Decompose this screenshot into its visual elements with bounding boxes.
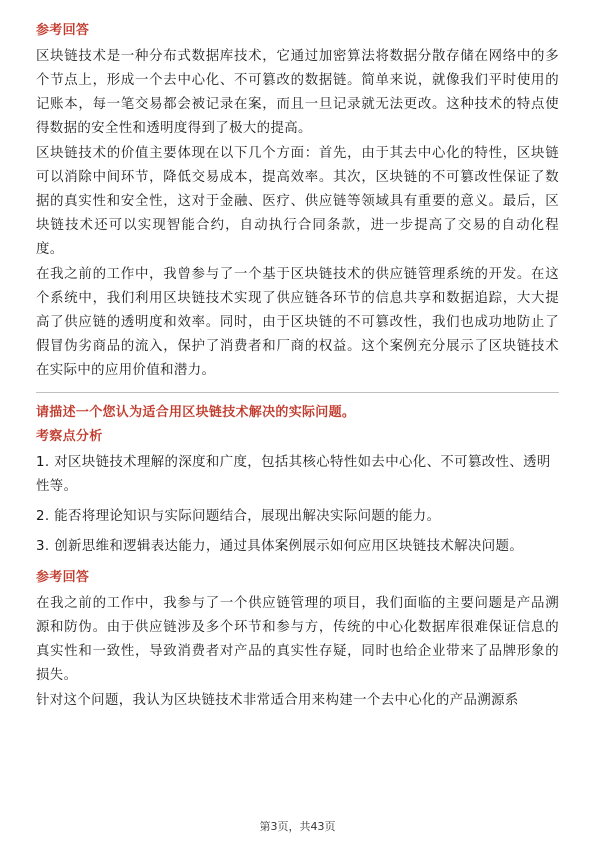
answer-heading: 参考回答 [36,23,90,38]
answer-paragraph: 针对这个问题，我认为区块链技术非常适合用来构建一个去中心化的产品溯源系 [36,693,519,708]
page-number: 第3页，共43页 [259,820,336,833]
analysis-item: 2. 能否将理论知识与实际问题结合，展现出解决实际问题的能力。 [36,509,441,524]
analysis-item: 3. 创新思维和逻辑表达能力，通过具体案例展示如何应用区块链技术解决问题。 [36,539,524,554]
answer-heading: 参考回答 [36,570,90,585]
section-divider [36,392,559,393]
analysis-heading: 考察点分析 [36,429,103,444]
answer-paragraph: 区块链技术是一种分布式数据库技术，它通过加密算法将数据分散存储在网络中的多个节点上，形成一个去中心化、不可篡改的数据链。简单来说，就像我们平时使用的记账本，每一笔交易都会被记录在案，而且一旦记录就无法更改。这种技术的特点使得数据的安全性和透明度得到了极大的提高。 [36,49,559,136]
question-title: 请描述一个您认为适合用区块链技术解决的实际问题。 [36,405,356,420]
answer-paragraph: 区块链技术的价值主要体现在以下几个方面：首先，由于其去中心化的特性，区块链可以消除中间环节，降低交易成本，提高效率。其次，区块链的不可篡改性保证了数据的真实性和安全性，这对于金融、医疗、供应链等领域具有重要的意义。最后，区块链技术还可以实现智能合约，自动执行合同条款，进一步提高了交易的自动化程度。 [36,146,559,257]
answer-paragraph: 在我之前的工作中，我曾参与了一个基于区块链技术的供应链管理系统的开发。在这个系统中，我们利用区块链技术实现了供应链各环节的信息共享和数据追踪，大大提高了供应链的透明度和效率。同时，由于区块链的不可篡改性，我们也成功地防止了假冒伪劣商品的流入，保护了消费者和厂商的权益。这个案例充分展示了区块链技术在实际中的应用价值和潜力。 [36,267,559,378]
analysis-item: 1. 对区块链技术理解的深度和广度，包括其核心特性如去中心化、不可篡改性、透明性等。 [36,455,551,494]
document-page [36,22,559,714]
answer-paragraph: 在我之前的工作中，我参与了一个供应链管理的项目，我们面临的主要问题是产品溯源和防伪。由于供应链涉及多个环节和参与方，传统的中心化数据库很难保证信息的真实性和一致性，导致消费者对产品的真实性存疑，同时也给企业带来了品牌形象的损失。 [36,596,559,683]
